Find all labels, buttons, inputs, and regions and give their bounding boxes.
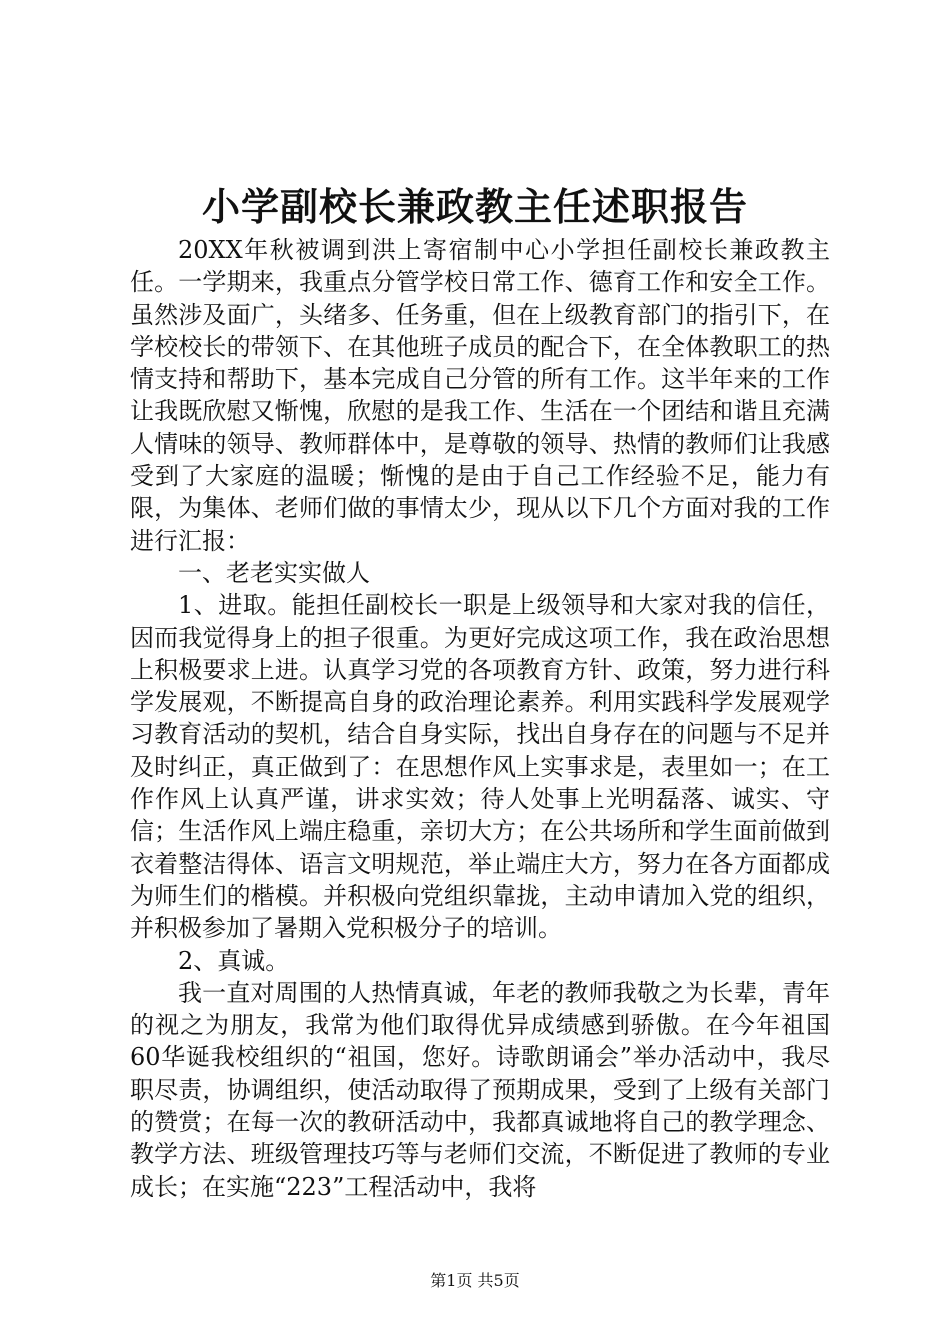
- subheading-sincerity: 2、真诚。: [178, 946, 290, 975]
- section-heading-1: 一、老老实实做人: [178, 558, 370, 587]
- document-body: [130, 234, 830, 1203]
- page-number-footer: 第1页 共5页: [430, 1271, 520, 1290]
- paragraph-sincerity: 我一直对周围的人热情真诚，年老的教师我敬之为长辈，青年的视之为朋友，我常为他们取得优异成绩感到骄傲。在今年祖国60华诞我校组织的“祖国，您好。诗歌朗诵会”举办活动中，我尽职尽责，协调组织，使活动取得了预期成果，受到了上级有关部门的赞赏；在每一次的教研活动中，我都真诚地将自己的教学理念、教学方法、班级管理技巧等与老师们交流，不断促进了教师的专业成长；在实施“223”工程活动中，我将: [130, 978, 830, 1201]
- paragraph-intro: 20XX年秋被调到洪上寄宿制中心小学担任副校长兼政教主任。一学期来，我重点分管学校日常工作、德育工作和安全工作。虽然涉及面广，头绪多、任务重，但在上级教育部门的指引下，在学校校长的带领下、在其他班子成员的配合下，在全体教职工的热情支持和帮助下，基本完成自己分管的所有工作。这半年来的工作让我既欣慰又惭愧，欣慰的是我工作、生活在一个团结和谐且充满人情味的领导、教师群体中，是尊敬的领导、热情的教师们让我感受到了大家庭的温暖；惭愧的是由于自己工作经验不足，能力有限，为集体、老师们做的事情太少，现从以下几个方面对我的工作进行汇报：: [130, 236, 830, 555]
- paragraph-progress: 1、进取。能担任副校长一职是上级领导和大家对我的信任，因而我觉得身上的担子很重。为更好完成这项工作，我在政治思想上积极要求上进。认真学习党的各项教育方针、政策，努力进行科学发展观，不断提高自身的政治理论素养。利用实践科学发展观学习教育活动的契机，结合自身实际，找出自身存在的问题与不足并及时纠正，真正做到了：在思想作风上实事求是，表里如一；在工作作风上认真严谨，讲求实效；待人处事上光明磊落、诚实、守信；生活作风上端庄稳重，亲切大方；在公共场所和学生面前做到衣着整洁得体、语言文明规范，举止端庄大方，努力在各方面都成为师生们的楷模。并积极向党组织靠拢，主动申请加入党的组织，并积极参加了暑期入党积极分子的培训。: [130, 591, 830, 943]
- document-title: 小学副校长兼政教主任述职报告: [201, 184, 748, 229]
